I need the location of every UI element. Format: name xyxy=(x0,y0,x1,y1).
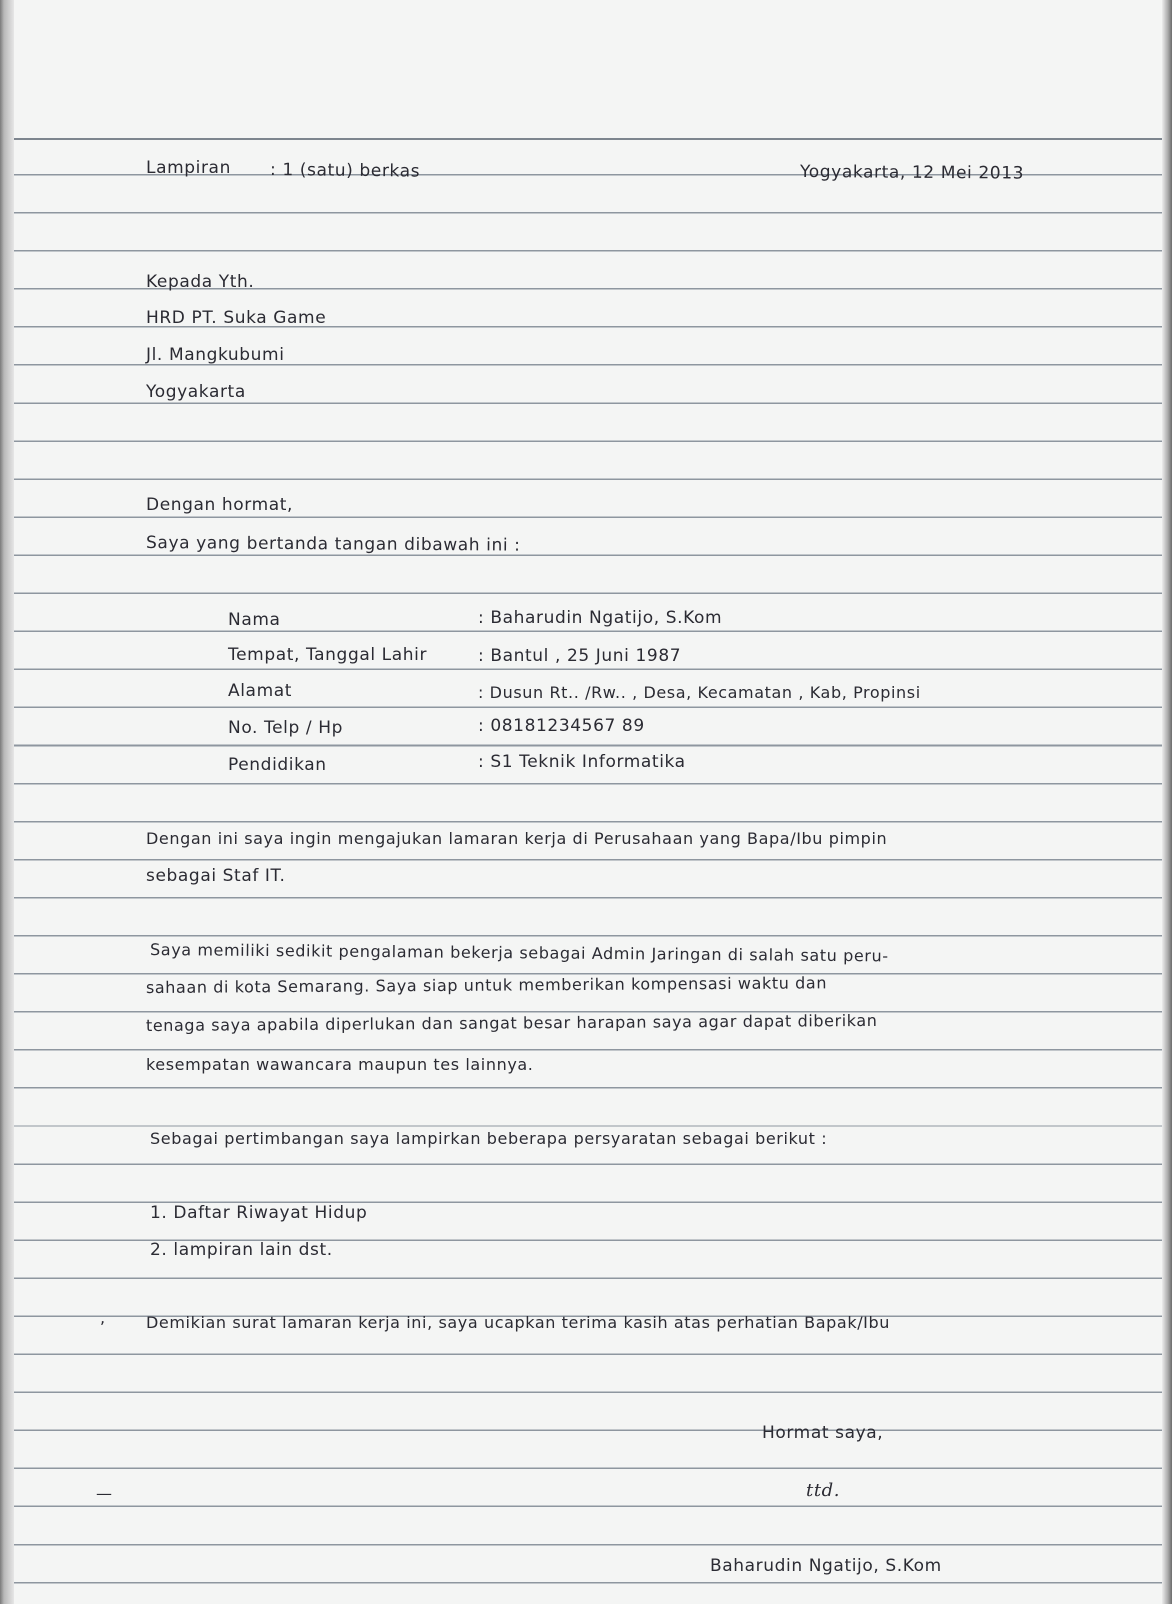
regards: Hormat saya, xyxy=(762,1423,884,1443)
detail-value-alamat: : Dusun Rt.. /Rw.. , Desa, Kecamatan , Kab, Propinsi xyxy=(478,683,921,702)
detail-label-alamat: Alamat xyxy=(228,681,293,701)
place-date: Yogyakarta, 12 Mei 2013 xyxy=(800,162,1025,184)
detail-label-pendidikan: Pendidikan xyxy=(228,755,327,775)
lampiran-label: Lampiran xyxy=(146,158,231,178)
closing-line: Demikian surat lamaran kerja ini, saya ucapkan terima kasih atas perhatian Bapak/Ibu xyxy=(146,1313,891,1332)
paragraph2-line-3: tenaga saya apabila diperlukan dan sangat besar harapan saya agar dapat diberikan xyxy=(145,1010,878,1035)
detail-value-ttl: : Bantul , 25 Juni 1987 xyxy=(478,646,682,666)
margin-dash: — xyxy=(96,1484,112,1503)
recipient-line-3: Jl. Mangkubumi xyxy=(146,345,285,365)
paragraph2-line-2: sahaan di kota Semarang. Saya siap untuk memberikan kompensasi waktu dan xyxy=(145,973,828,997)
recipient-line-1: Kepada Yth. xyxy=(146,272,255,292)
paragraph2-line-4: kesempatan wawancara maupun tes lainnya. xyxy=(146,1055,534,1074)
paragraph1-line-1: Dengan ini saya ingin mengajukan lamaran kerja di Perusahaan yang Bapa/Ibu pimpin xyxy=(146,829,888,848)
attachment-item-2: 2. lampiran lain dst. xyxy=(150,1240,333,1260)
signer-name: Baharudin Ngatijo, S.Kom xyxy=(710,1556,942,1576)
margin-mark: , xyxy=(100,1308,106,1327)
paragraph3: Sebagai pertimbangan saya lampirkan beberapa persyaratan sebagai berikut : xyxy=(150,1129,828,1148)
recipient-line-4: Yogyakarta xyxy=(146,382,246,402)
lampiran-value: : 1 (satu) berkas xyxy=(270,160,421,182)
detail-label-nama: Nama xyxy=(228,610,281,630)
detail-value-pendidikan: : S1 Teknik Informatika xyxy=(478,752,686,772)
paragraph1-line-2: sebagai Staf IT. xyxy=(146,866,286,886)
recipient-line-2: HRD PT. Suka Game xyxy=(146,308,327,328)
top-margin-line xyxy=(14,138,1162,140)
detail-label-telp: No. Telp / Hp xyxy=(228,718,344,738)
intro-line: Saya yang bertanda tangan dibawah ini : xyxy=(146,533,521,556)
detail-label-ttl: Tempat, Tanggal Lahir xyxy=(228,645,428,665)
detail-value-telp: : 08181234567 89 xyxy=(478,716,645,736)
salutation: Dengan hormat, xyxy=(146,495,294,515)
attachment-item-1: 1. Daftar Riwayat Hidup xyxy=(150,1203,368,1223)
detail-value-nama: : Baharudin Ngatijo, S.Kom xyxy=(478,608,723,628)
paragraph2-line-1: Saya memiliki sedikit pengalaman bekerja sebagai Admin Jaringan di salah satu peru- xyxy=(150,940,889,966)
signature-ttd: ttd. xyxy=(806,1480,841,1501)
